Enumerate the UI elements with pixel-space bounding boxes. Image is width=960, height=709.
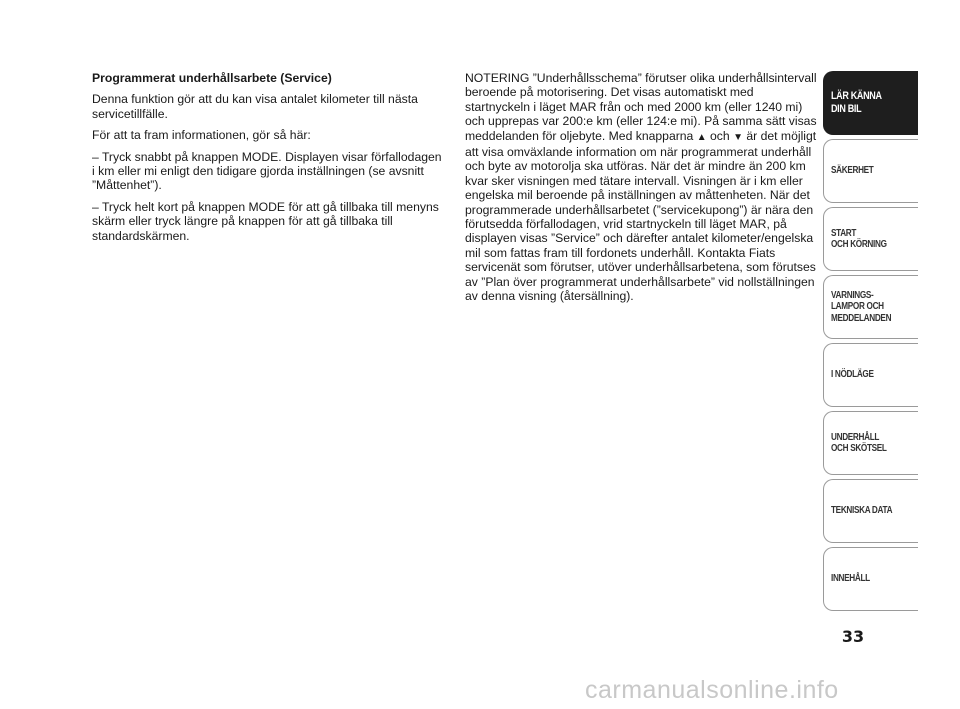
tab-underhall[interactable] — [823, 411, 918, 475]
tab-label: VARNINGS- LAMPOR OCH MEDDELANDEN — [831, 289, 892, 324]
left-column — [92, 71, 442, 250]
tab-label: I NÖDLÄGE — [831, 369, 874, 381]
page-number: 33 — [841, 627, 865, 646]
right-column — [465, 71, 817, 304]
watermark: carmanualsonline.info — [585, 676, 839, 704]
tab-label: UNDERHÅLL OCH SKÖTSEL — [831, 431, 887, 454]
paragraph-intro: Denna funktion gör att du kan visa antalet kilometer till nästa servicetillfälle. — [92, 92, 418, 121]
tab-varningslampor[interactable] — [823, 275, 918, 339]
tab-label: LÄR KÄNNA DIN BIL — [831, 90, 882, 115]
paragraph-step-1: – Tryck snabbt på knappen MODE. Displayen visar förfallodagen i km eller mi enligt den tidigare gjorda inställningen (se avsnitt ”Måttenhet”). — [92, 149, 442, 193]
note-text-part1: NOTERING ”Underhållsschema” förutser olika underhållsintervall beroende på motorisering. Det visas automatiskt med startnyckeln i läget MAR från och med 2000 km (eller 1240 mi) och upprepas var 200:e km (eller 124:e mi). På samma sätt visas meddelanden för oljebyte. Med knapparna — [465, 71, 817, 143]
section-heading: Programmerat underhållsarbete (Service) — [92, 71, 332, 85]
tab-innehall[interactable] — [823, 547, 918, 611]
chapter-tabs — [823, 71, 918, 615]
down-arrow-icon: ▼ — [733, 131, 743, 143]
note-text-and: och — [710, 128, 730, 143]
tab-lar-kanna-din-bil[interactable] — [823, 71, 918, 135]
paragraph-instruction: För att ta fram informationen, gör så här: — [92, 128, 311, 143]
tab-label: TEKNISKA DATA — [831, 505, 893, 517]
tab-tekniska-data[interactable] — [823, 479, 918, 543]
paragraph-step-2: – Tryck helt kort på knappen MODE för att gå tillbaka till menyns skärm eller tryck längre på knappen för att gå tillbaka till standardskärmen. — [92, 199, 439, 243]
tab-sakerhet[interactable] — [823, 139, 918, 203]
tab-i-nodlage[interactable] — [823, 343, 918, 407]
tab-label: SÄKERHET — [831, 165, 874, 177]
up-arrow-icon: ▲ — [696, 131, 707, 143]
tab-start-och-korning[interactable] — [823, 207, 918, 271]
note-text-part2: är det möjligt att visa omväxlande information om när programmerat underhåll och byte av motorolja ska utföras. När det är mindre än 200 km kvar sker visningen med tätare intervall. Visningen är i km eller engelska mil beroende på inställningen av måttenheten. När det programmerade underhållsarbetet (”servicekupong”) är nära den förutsedda förfallodagen, vrid startnyckeln till läget MAR, på displayen visas ”Service” och därefter antalet kilometer/engelska mil som fattas fram till fordonets underhåll. Kontakta Fiats servicenät som förutser, utöver underhållsarbetena, som förutses av ”Plan över programmerat underhållsarbete” vid nollställningen av denna visning (återsällning). — [465, 128, 817, 304]
note-paragraph — [465, 71, 817, 304]
tab-label: START OCH KÖRNING — [831, 227, 887, 250]
tab-label: INNEHÅLL — [831, 573, 870, 585]
